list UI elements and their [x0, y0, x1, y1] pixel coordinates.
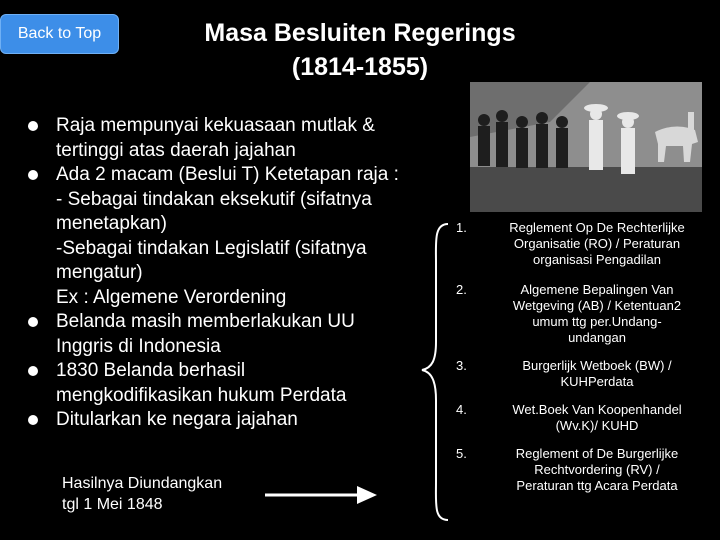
slide-title	[140, 16, 580, 84]
bullet-item: Raja mempunyai kekuasaan mutlak & tertinggi atas daerah jajahan	[28, 114, 428, 163]
list-item: 1. Reglement Op De Rechterlijke Organisatie (RO) / Peraturan organisasi Pengadilan	[456, 220, 685, 267]
bullet-dot-icon	[28, 121, 38, 131]
list-item: 4. Wet.Boek Van Koopenhandel (Wv.K)/ KUHD	[456, 402, 682, 433]
bullet-item: Ada 2 macam (Beslui T) Ketetapan raja : - Sebagai tindakan eksekutif (sifatnya menetapkan) -Sebagai tindakan Legislatif (sifatnya mengatur) Ex : Algemene Verordening	[28, 163, 428, 310]
codification-list	[456, 220, 708, 494]
title-line-1: Masa Besluiten Regerings	[204, 19, 516, 47]
bullet-dot-icon	[28, 317, 38, 327]
bullet-dot-icon	[28, 415, 38, 425]
list-item: 2. Algemene Bepalingen Van Wetgeving (AB) / Ketentuan2 umum ttg per.Undang- undangan	[456, 282, 682, 345]
arrow-right-icon	[265, 480, 377, 510]
list-item: 3. Burgerlijk Wetboek (BW) / KUHPerdata	[456, 358, 672, 389]
bullet-list	[28, 114, 428, 433]
bullet-dot-icon	[28, 366, 38, 376]
bullet-item: 1830 Belanda berhasil mengkodifikasikan hukum Perdata	[28, 359, 428, 408]
result-text: Hasilnya Diundangkan tgl 1 Mei 1848	[62, 475, 223, 513]
historical-photo	[470, 82, 702, 212]
back-to-top-button[interactable]: Back to Top	[0, 14, 119, 54]
curly-brace-icon	[418, 222, 450, 522]
bullet-item: Belanda masih memberlakukan UU Inggris di Indonesia	[28, 310, 428, 359]
list-item: 5. Reglement of De Burgerlijke Rechtvordering (RV) / Peraturan ttg Acara Perdata	[456, 446, 679, 493]
title-line-2: (1814-1855)	[291, 53, 429, 81]
bullet-item: Ditularkan ke negara jajahan	[28, 408, 428, 433]
bullet-dot-icon	[28, 170, 38, 180]
photo-illustration	[470, 82, 702, 212]
